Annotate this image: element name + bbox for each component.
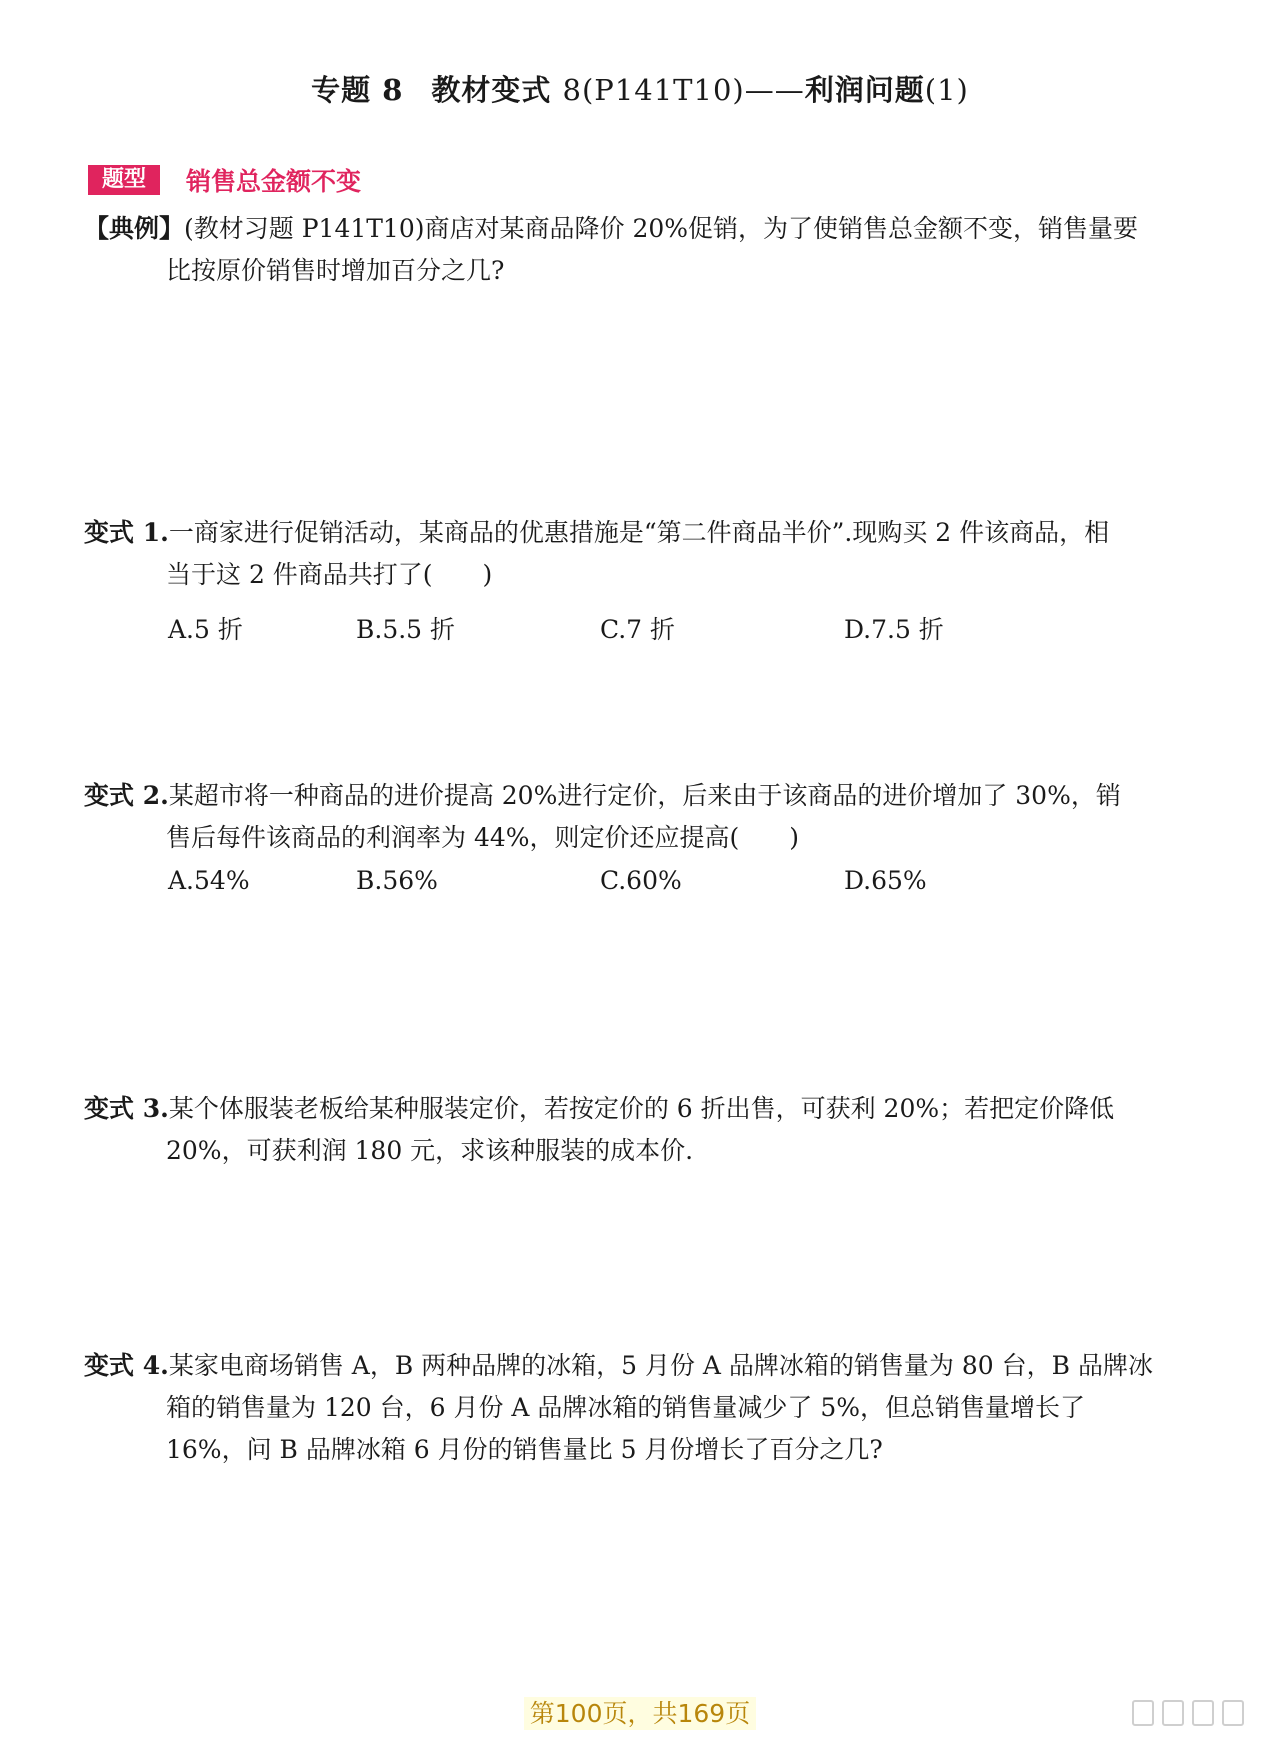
variant-4-lead: 变式 4. — [84, 1351, 169, 1380]
variant-3-problem — [84, 1088, 1180, 1172]
variant-1-line-1: 变式 1.一商家进行促销活动，某商品的优惠措施是“第二件商品半价”.现购买 2 件该商品，相 — [84, 518, 1110, 547]
variant-1-problem — [84, 512, 1180, 596]
title-sub: 利润问题 — [804, 73, 925, 107]
variant-1-option-b: B.5.5 折 — [356, 615, 456, 644]
variant-2-option-b: B.56% — [356, 866, 438, 895]
page-thumb-icon[interactable] — [1132, 1700, 1154, 1726]
variant-1-lead: 变式 1. — [84, 518, 169, 547]
variant-4-line-3: 16%，问 B 品牌冰箱 6 月份的销售量比 5 月份增长了百分之几? — [166, 1435, 883, 1464]
variant-1-line-2: 当于这 2 件商品共打了( ) — [166, 560, 493, 589]
title-num: (1) — [924, 73, 969, 107]
variant-2-problem — [84, 775, 1180, 859]
section-title: 销售总金额不变 — [186, 167, 362, 196]
title-ref: 8(P141T10)—— — [562, 73, 805, 107]
variant-2-options — [168, 866, 1168, 906]
page-thumb-icon[interactable] — [1162, 1700, 1184, 1726]
example-line-2: 比按原价销售时增加百分之几? — [166, 256, 505, 285]
variant-1-option-d: D.7.5 折 — [844, 615, 944, 644]
variant-2-option-d: D.65% — [844, 866, 927, 895]
title-topic: 专题 8 — [311, 73, 404, 107]
variant-1-option-c: C.7 折 — [600, 615, 676, 644]
variant-4-line-1: 变式 4.某家电商场销售 A，B 两种品牌的冰箱，5 月份 A 品牌冰箱的销售量为 80 台，B 品牌冰 — [84, 1351, 1153, 1380]
variant-2-line-1: 变式 2.某超市将一种商品的进价提高 20%进行定价，后来由于该商品的进价增加了 30%，销 — [84, 781, 1121, 810]
page-title — [0, 68, 1280, 109]
page-indicator — [0, 1694, 1280, 1730]
section-header — [88, 163, 361, 197]
variant-2-lead: 变式 2. — [84, 781, 169, 810]
page-thumb-icon[interactable] — [1222, 1700, 1244, 1726]
variant-2-line-2: 售后每件该商品的利润率为 44%，则定价还应提高( ) — [166, 823, 800, 852]
variant-2-option-c: C.60% — [600, 866, 682, 895]
variant-3-lead: 变式 3. — [84, 1094, 169, 1123]
example-problem — [84, 208, 1180, 292]
page-thumb-icon[interactable] — [1192, 1700, 1214, 1726]
example-line-1: 【典例】(教材习题 P141T10)商店对某商品降价 20%促销，为了使销售总金额不变，销售量要 — [84, 214, 1139, 243]
variant-1-options — [168, 610, 1168, 650]
variant-4-line-2: 箱的销售量为 120 台，6 月份 A 品牌冰箱的销售量减少了 5%，但总销售量增长了 — [166, 1393, 1086, 1422]
variant-2-option-a: A.54% — [168, 866, 250, 895]
page-number-label: 第100页，共169页 — [524, 1697, 756, 1730]
variant-1-option-a: A.5 折 — [168, 615, 243, 644]
variant-3-line-1: 变式 3.某个体服装老板给某种服装定价，若按定价的 6 折出售，可获利 20%；若把定价降低 — [84, 1094, 1115, 1123]
page-nav — [1132, 1700, 1244, 1726]
variant-4-problem — [84, 1345, 1180, 1471]
title-main: 教材变式 — [431, 73, 552, 107]
variant-3-line-2: 20%，可获利润 180 元，求该种服装的成本价. — [166, 1136, 694, 1165]
example-lead: 【典例】 — [84, 214, 185, 243]
section-tag: 题型 — [88, 165, 160, 195]
